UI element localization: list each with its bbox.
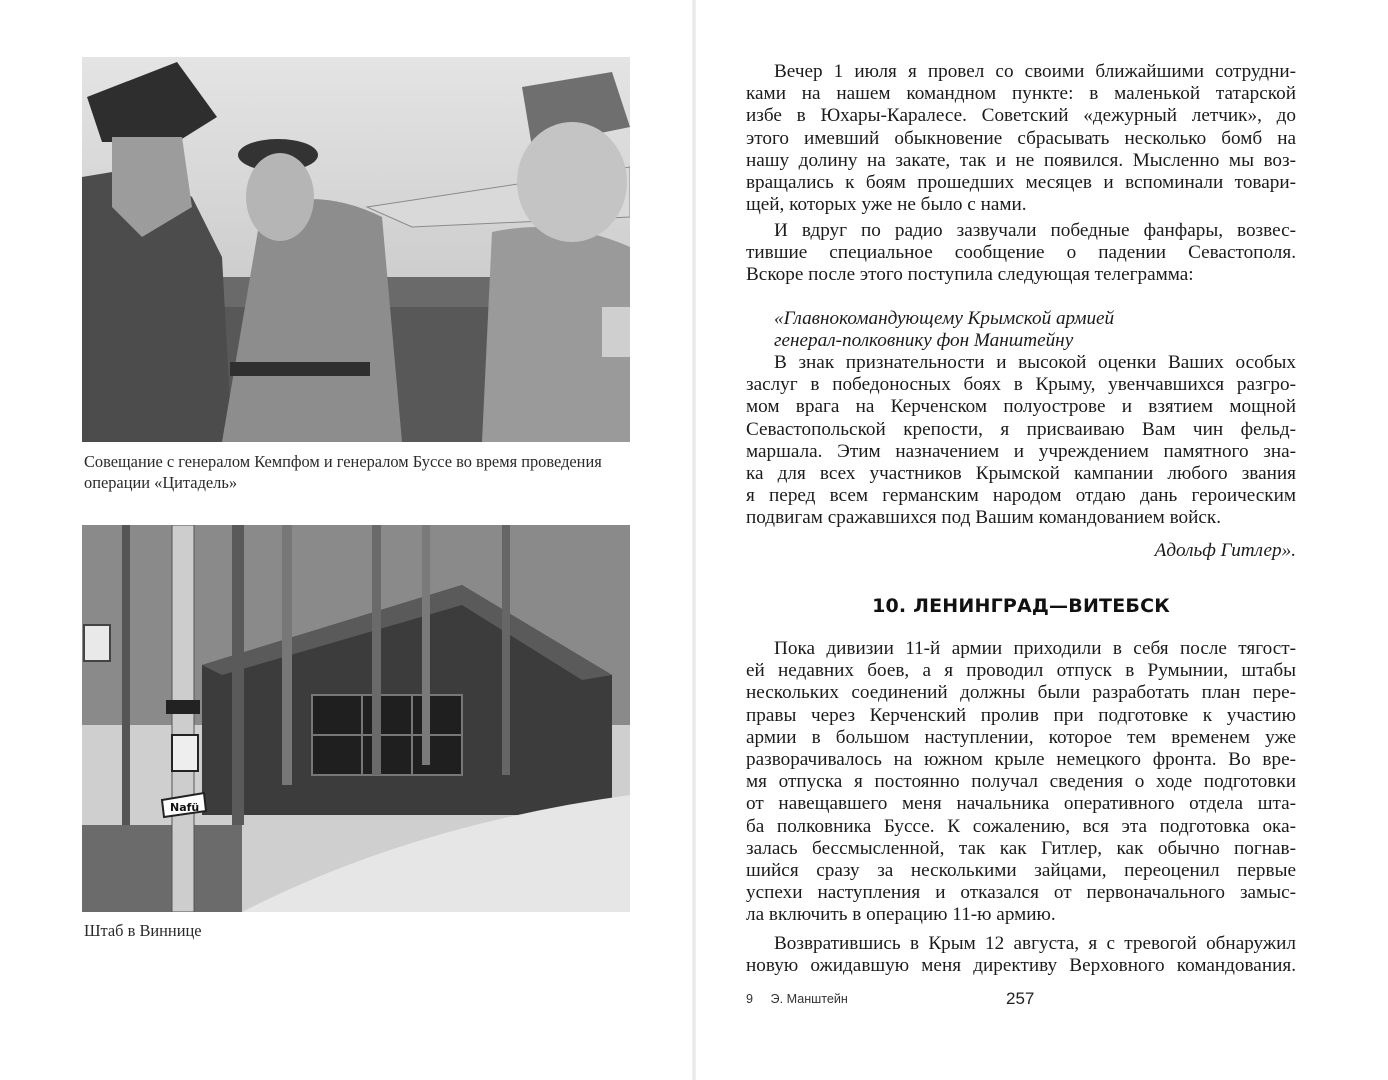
text-line: ка для всех участников Крымской кампании любого звания	[746, 463, 1296, 485]
paragraph-evening-july-1	[746, 61, 1296, 216]
paragraph	[746, 61, 1296, 216]
text-line: залась бессмысленной, так как Гитлер, как обычно погнав-	[746, 837, 1296, 859]
road-sign-text: Nafü	[170, 801, 200, 814]
telegram-signature: Адольф Гитлер».	[1154, 540, 1296, 561]
text-line: от навещавшего меня начальника оперативного отдела шта-	[746, 793, 1296, 815]
caption-line: операции «Цитадель»	[84, 473, 238, 492]
text-line: вращались к боям прошедших месяцев и вспоминали товари-	[746, 172, 1296, 194]
text-line: В знак признательности и высокой оценки Ваших особых	[774, 352, 1296, 373]
text-line: нашу долину на закате, так и не появился. Мысленно мы воз-	[746, 149, 1296, 171]
text-line: ла включить в операцию 11-ю армию.	[746, 904, 1056, 926]
text-line: разворачивалось на южном крыле немецкого фронта. Во вре-	[746, 749, 1296, 771]
text-line: щей, которых уже не было с нами.	[746, 194, 1027, 216]
paragraph	[746, 352, 1296, 530]
text-line: заслуг в победоносных боях в Крыму, увенчавшихся разгро-	[746, 374, 1296, 396]
photo-headquarters-vinnitsa	[82, 525, 630, 912]
text-line: успехи наступления и отказался от первоначального замыс-	[746, 882, 1296, 904]
photo-caption-generals	[84, 451, 624, 493]
paragraph-return-crimea	[746, 933, 1296, 977]
text-line: армии в большом наступлении, которое тем временем уже	[746, 726, 1296, 748]
text-line: ба полковника Буссе. К сожалению, вся эта подготовка ока-	[746, 815, 1296, 837]
paragraph	[746, 220, 1296, 287]
paragraph-telegram-body	[746, 352, 1296, 530]
text-line: избе в Юхары-Каралесе. Советский «дежурный летчик», до	[746, 105, 1296, 127]
printer-signature-mark	[746, 992, 848, 1006]
text-line: ей недавних боев, а я проводил отпуск в Румынии, штабы	[746, 660, 1296, 682]
page-number: 257	[1006, 989, 1035, 1008]
text-line: мом врага на Керченском полуострове и взятием мощной	[746, 396, 1296, 418]
signature-number: 9	[746, 992, 754, 1006]
text-line: генерал-полковнику фон Манштейну	[774, 330, 1074, 352]
paragraph-divisions-recovery	[746, 638, 1296, 927]
telegram-address	[774, 308, 1294, 352]
paragraph-radio-fanfare	[746, 220, 1296, 287]
text-line: Севастопольской крепости, я присваиваю Вам чин фельд-	[746, 418, 1296, 440]
text-line: ками на нашем командном пункте: в маленькой татарской	[746, 83, 1296, 105]
text-line: правы через Керченский пролив при подготовке к участию	[746, 704, 1296, 726]
paragraph	[746, 638, 1296, 927]
photo-caption-headquarters: Штаб в Виннице	[84, 921, 202, 940]
generals-photo-graphic	[82, 57, 630, 442]
text-line: Пока дивизии 11-й армии приходили в себя после тягост-	[774, 638, 1296, 659]
text-line: подвигам сражавшихся под Вашим командованием войск.	[746, 507, 1222, 529]
text-line: «Главнокомандующему Крымской армией	[774, 308, 1115, 329]
paragraph	[746, 933, 1296, 977]
text-line: И вдруг по радио зазвучали победные фанфары, возвес-	[774, 220, 1296, 241]
text-line: маршала. Этим назначением и учреждением памятного зна-	[746, 440, 1296, 462]
text-line: нескольких соединений должны были разработать план пере-	[746, 682, 1296, 704]
signature-author: Э. Манштейн	[770, 992, 848, 1006]
text-line: тившие специальное сообщение о падении Севастополя.	[746, 242, 1296, 264]
text-line: я перед всем германским народом отдаю дань героическим	[746, 485, 1296, 507]
text-line: новую ожидавшую меня директиву Верховного командования.	[746, 955, 1296, 977]
caption-line: Совещание с генералом Кемпфом и генералом Буссе во время проведения	[84, 452, 602, 471]
text-line: Вскоре после этого поступила следующая телеграмма:	[746, 264, 1194, 286]
text-line: шийся сразу за несколькими зайцами, переоценил первые	[746, 860, 1296, 882]
text-line: этого имевший обыкновение сбрасывать несколько бомб на	[746, 127, 1296, 149]
chapter-heading: 10. ЛЕНИНГРАД—ВИТЕБСК	[872, 595, 1170, 617]
text-line: мя отпуска я постоянно получал сведения о ходе подготовки	[746, 771, 1296, 793]
headquarters-photo-graphic	[82, 525, 630, 912]
photo-generals-meeting	[82, 57, 630, 442]
text-line: Возвратившись в Крым 12 августа, я с тревогой обнаружил	[774, 933, 1296, 954]
text-line: Вечер 1 июля я провел со своими ближайшими сотрудни-	[774, 61, 1296, 82]
